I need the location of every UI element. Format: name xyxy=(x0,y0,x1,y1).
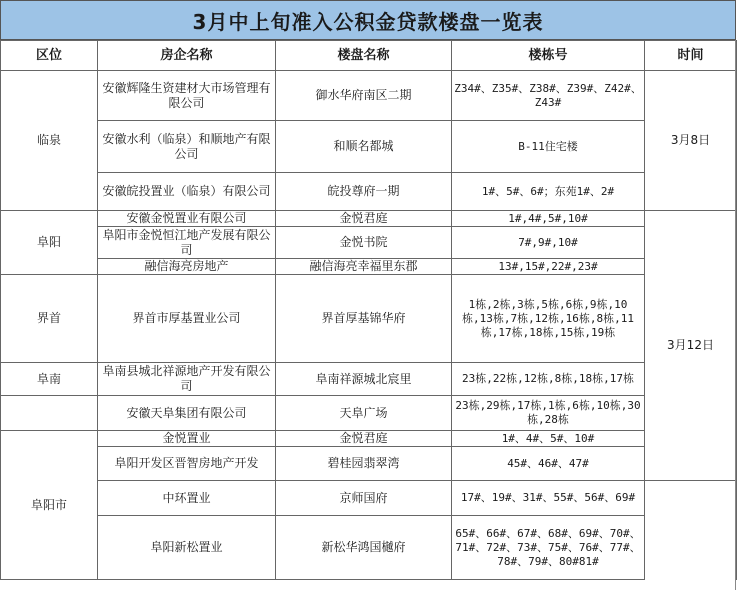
project-cell: 和顺名都城 xyxy=(276,121,452,173)
table-row xyxy=(1,431,737,447)
project-cell: 金悦君庭 xyxy=(276,431,452,447)
header-project: 楼盘名称 xyxy=(276,41,452,71)
developer-cell: 金悦置业 xyxy=(98,431,276,447)
table-row xyxy=(1,363,737,396)
header-developer: 房企名称 xyxy=(98,41,276,71)
time-cell: 3月12日 xyxy=(645,211,737,481)
table-row xyxy=(1,121,737,173)
table-row xyxy=(1,396,737,431)
developer-cell: 阜南县城北祥源地产开发有限公司 xyxy=(98,363,276,396)
project-cell: 御水华府南区二期 xyxy=(276,71,452,121)
district-cell: 阜阳 xyxy=(1,211,98,275)
developer-cell: 安徽皖投置业（临泉）有限公司 xyxy=(98,173,276,211)
developer-cell: 安徽辉隆生资建材大市场管理有限公司 xyxy=(98,71,276,121)
buildings-cell: 23栋,22栋,12栋,8栋,18栋,17栋 xyxy=(452,363,645,396)
developer-cell: 中环置业 xyxy=(98,481,276,516)
district-cell: 临泉 xyxy=(1,71,98,211)
buildings-cell: 65#、66#、67#、68#、69#、70#、71#、72#、73#、75#、76#、77#、78#、79#、80#81# xyxy=(452,516,645,580)
district-cell-empty xyxy=(1,396,98,431)
time-cell: 3月8日 xyxy=(645,71,737,211)
project-cell: 金悦书院 xyxy=(276,227,452,259)
table-row xyxy=(1,71,737,121)
buildings-cell: 23栋,29栋,17栋,1栋,6栋,10栋,30栋,28栋 xyxy=(452,396,645,431)
table-row xyxy=(1,211,737,227)
buildings-cell: 1#,4#,5#,10# xyxy=(452,211,645,227)
project-cell: 金悦君庭 xyxy=(276,211,452,227)
housing-table xyxy=(0,40,737,580)
developer-cell: 安徽水利（临泉）和顺地产有限公司 xyxy=(98,121,276,173)
developer-cell: 阜阳开发区晋智房地产开发 xyxy=(98,447,276,481)
table-row xyxy=(1,173,737,211)
developer-cell: 界首市厚基置业公司 xyxy=(98,275,276,363)
header-row xyxy=(1,41,737,71)
project-cell: 阜南祥源城北宸里 xyxy=(276,363,452,396)
buildings-cell: 1#、4#、5#、10# xyxy=(452,431,645,447)
buildings-cell: B-11住宅楼 xyxy=(452,121,645,173)
developer-cell: 安徽金悦置业有限公司 xyxy=(98,211,276,227)
developer-cell: 阜阳市金悦恒江地产发展有限公司 xyxy=(98,227,276,259)
district-cell: 阜阳市 xyxy=(1,431,98,580)
table-row xyxy=(1,227,737,259)
developer-cell: 融信海亮房地产 xyxy=(98,259,276,275)
project-cell: 融信海亮幸福里东郡 xyxy=(276,259,452,275)
project-cell: 新松华鸿国樾府 xyxy=(276,516,452,580)
project-cell: 京师国府 xyxy=(276,481,452,516)
header-district: 区位 xyxy=(1,41,98,71)
project-cell: 天阜广场 xyxy=(276,396,452,431)
buildings-cell: 13#,15#,22#,23# xyxy=(452,259,645,275)
sheet-edge xyxy=(735,40,740,590)
district-cell: 界首 xyxy=(1,275,98,363)
project-cell: 皖投尊府一期 xyxy=(276,173,452,211)
table-row xyxy=(1,275,737,363)
buildings-cell: 17#、19#、31#、55#、56#、69# xyxy=(452,481,645,516)
buildings-cell: 1栋,2栋,3栋,5栋,6栋,9栋,10栋,13栋,7栋,12栋,16栋,8栋,11栋,17栋,18栋,15栋,19栋 xyxy=(452,275,645,363)
table-row xyxy=(1,259,737,275)
table-row xyxy=(1,481,737,516)
project-cell: 界首厚基锦华府 xyxy=(276,275,452,363)
buildings-cell: Z34#、Z35#、Z38#、Z39#、Z42#、Z43# xyxy=(452,71,645,121)
project-cell: 碧桂园翡翠湾 xyxy=(276,447,452,481)
header-time: 时间 xyxy=(645,41,737,71)
buildings-cell: 7#,9#,10# xyxy=(452,227,645,259)
table-row xyxy=(1,516,737,580)
district-cell: 阜南 xyxy=(1,363,98,396)
buildings-cell: 45#、46#、47# xyxy=(452,447,645,481)
developer-cell: 安徽天阜集团有限公司 xyxy=(98,396,276,431)
buildings-cell: 1#、5#、6#；东苑1#、2# xyxy=(452,173,645,211)
table-row xyxy=(1,447,737,481)
table-title: 3月中上旬准入公积金贷款楼盘一览表 xyxy=(0,0,736,40)
developer-cell: 阜阳新松置业 xyxy=(98,516,276,580)
header-buildings: 楼栋号 xyxy=(452,41,645,71)
